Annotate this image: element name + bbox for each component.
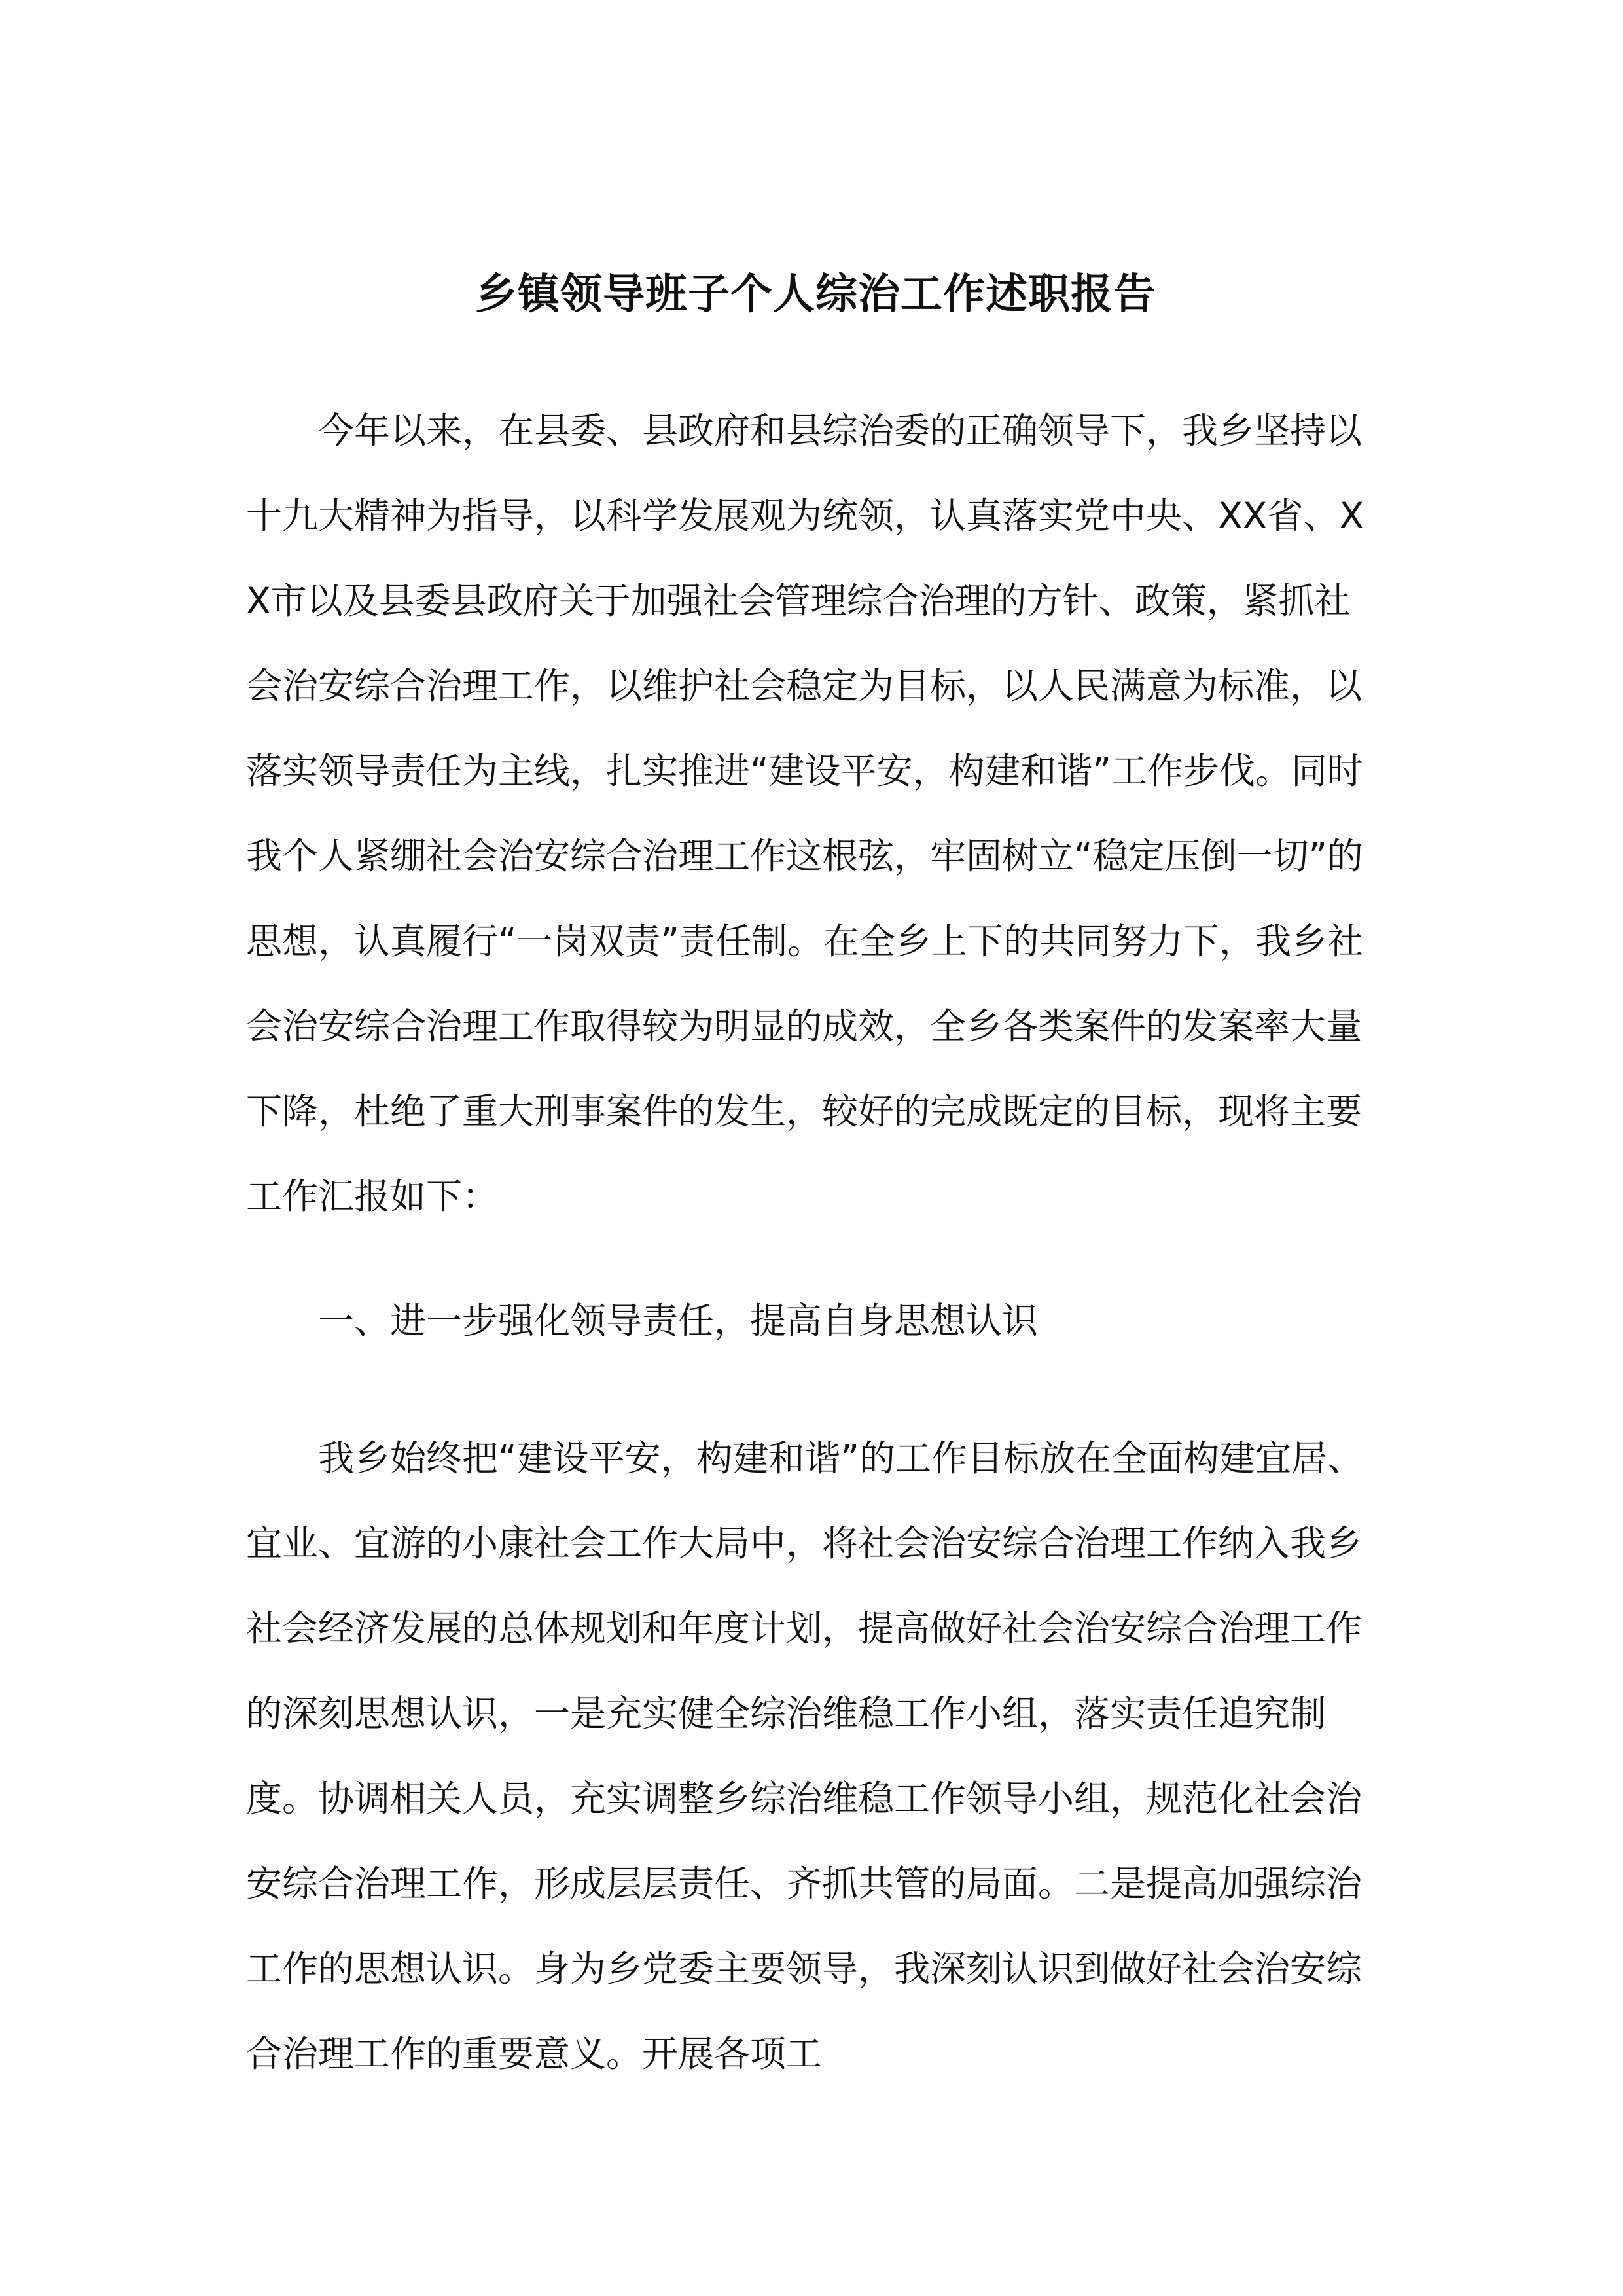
- intro-paragraph: 今年以来，在县委、县政府和县综治委的正确领导下，我乡坚持以十九大精神为指导，以科学发展观为统领，认真落实党中央、XX省、XX市以及县委县政府关于加强社会管理综合治理的方针、政策，紧抓社会治安综合治理工作，以维护社会稳定为目标，以人民满意为标准，以落实领导责任为主线，扎实推进“建设平安，构建和谐”工作步伐。同时我个人紧绷社会治安综合治理工作这根弦，牢固树立“稳定压倒一切”的思想，认真履行“一岗双责”责任制。在全乡上下的共同努力下，我乡社会治安综合治理工作取得较为明显的成效，全乡各类案件的发案率大量下降，杜绝了重大刑事案件的发生，较好的完成既定的目标，现将主要工作汇报如下：: [246, 410, 1364, 1217]
- section-heading-1: 一、进一步强化领导责任，提高自身思想认识: [318, 1300, 1039, 1342]
- title-spacer: [246, 331, 1385, 388]
- document-body: [246, 259, 1385, 2096]
- section-spacer-top: [246, 1239, 1385, 1278]
- section-spacer-bottom: [246, 1363, 1385, 1416]
- section-1-paragraph: 我乡始终把“建设平安，构建和谐”的工作目标放在全面构建宜居、宜业、宜游的小康社会工作大局中，将社会治安综合治理工作纳入我乡社会经济发展的总体规划和年度计划，提高做好社会治安综合治理工作的深刻思想认识，一是充实健全综治维稳工作小组，落实责任追究制度。协调相关人员，充实调整乡综治维稳工作领导小组，规范化社会治安综合治理工作，形成层层责任、齐抓共管的局面。二是提高加强综治工作的思想认识。身为乡党委主要领导，我深刻认识到做好社会治安综合治理工作的重要意义。开展各项工: [246, 1437, 1363, 2075]
- document-title: 乡镇领导班子个人综治工作述职报告: [475, 270, 1156, 319]
